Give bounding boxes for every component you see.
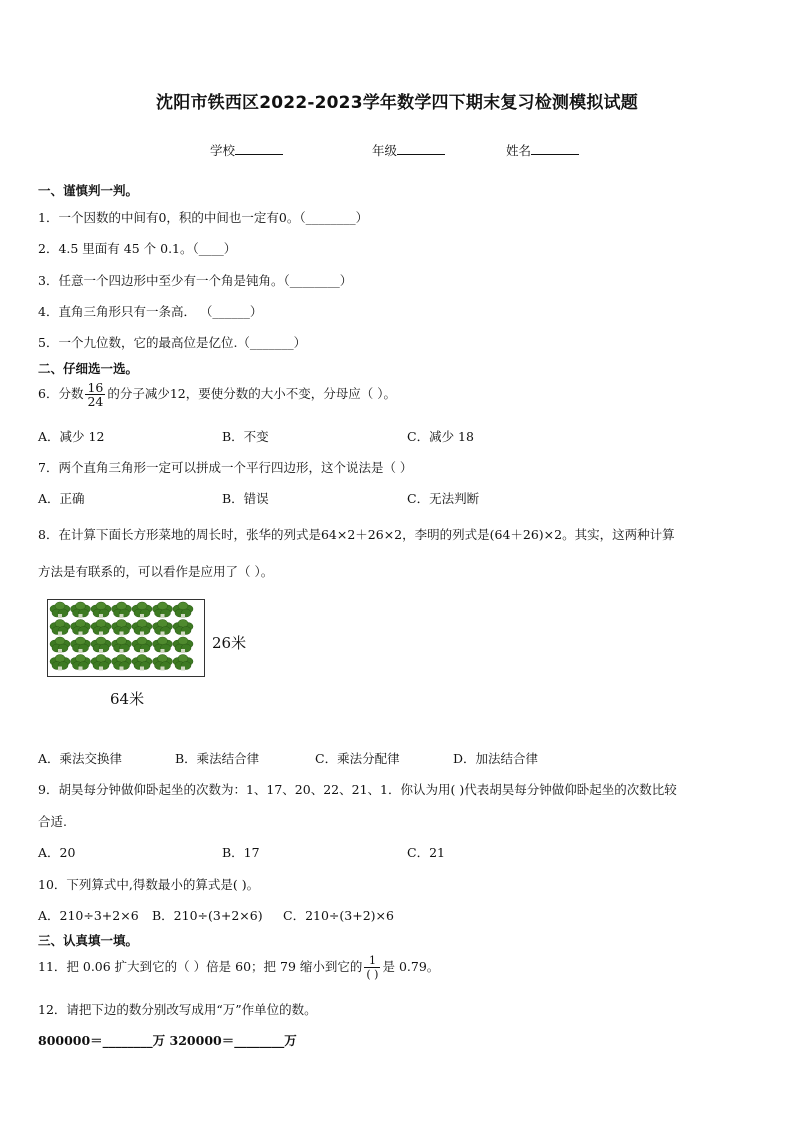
question-11-prefix: 11．把 0.06 扩大到它的（ ）倍是 60；把 79 缩小到它的 [38,959,363,974]
cabbage-plant [50,602,70,618]
cabbage-plant [173,655,193,671]
grade-blank[interactable] [397,142,445,155]
q10-option-a[interactable]: A．210÷3+2×6 [38,908,139,923]
q6-option-a[interactable]: A．减少 12 [38,429,105,444]
page-title: 沈阳市铁西区2022-2023学年数学四下期末复习检测模拟试题 [156,93,638,113]
section-heading-2: 二、仔细选一选。 [38,361,139,376]
cabbage-plant [112,602,132,618]
grade-field [372,141,445,159]
fraction-numerator: 1 [364,954,380,968]
q8-option-b[interactable]: B．乘法结合律 [175,751,260,766]
cabbage-plant [50,655,70,671]
q6-option-b[interactable]: B．不变 [222,429,269,444]
cabbage-plant [71,655,91,671]
cabbage-plant [71,620,91,636]
cabbage-plant [153,602,173,618]
name-blank[interactable] [531,142,579,155]
question-1: 1．一个因数的中间有0，积的中间也一定有0。（________） [38,210,369,225]
q10-option-b[interactable]: B．210÷(3+2×6) [152,908,263,923]
question-9-line-1: 9．胡昊每分钟做仰卧起坐的次数为：1、17、20、22、21、1．你认为用( )代表胡昊每分钟做仰卧起坐的次数比较 [38,782,677,797]
q10-option-c[interactable]: C．210÷(3+2)×6 [283,908,394,923]
cabbage-plant [112,637,132,653]
question-7: 7．两个直角三角形一定可以拼成一个平行四边形，这个说法是（ ） [38,460,413,475]
q8-option-a[interactable]: A．乘法交换律 [38,751,123,766]
cabbage-plant [132,655,152,671]
question-9-line-2: 合适. [38,814,67,829]
cabbage-plant [71,602,91,618]
q8-option-c[interactable]: C．乘法分配律 [315,751,400,766]
cabbage-plant [91,620,111,636]
cabbage-plant [91,655,111,671]
fraction-denominator-blank[interactable]: ( ) [366,968,379,981]
cabbage-plant [132,620,152,636]
cabbage-plant [153,620,173,636]
school-label: 学校 [210,143,236,158]
fraction-denominator: 24 [87,394,104,409]
name-label: 姓名 [506,143,532,158]
vegetable-rows-graphic [48,600,203,675]
cabbage-plant [173,637,193,653]
cabbage-plant [91,637,111,653]
question-3: 3．任意一个四边形中至少有一个角是钝角。（________） [38,273,353,288]
q7-option-c[interactable]: C．无法判断 [407,491,480,506]
question-12: 12．请把下边的数分别改写成用“万”作单位的数。 [38,1002,317,1017]
width-label: 26米 [212,634,247,652]
q7-option-b[interactable]: B．错误 [222,491,269,506]
cabbage-plant [132,602,152,618]
question-11-suffix: 是 0.79。 [382,959,440,974]
school-blank[interactable] [235,142,283,155]
question-2: 2．4.5 里面有 45 个 0.1。（____） [38,241,237,256]
q9-option-c[interactable]: C．21 [407,845,445,860]
cabbage-plant [132,637,152,653]
question-6-prefix: 6．分数 [38,386,84,401]
q7-option-a[interactable]: A．正确 [38,491,85,506]
question-8-line-2: 方法是有联系的，可以看作是应用了（ ）。 [38,564,274,579]
question-10: 10．下列算式中,得数最小的算式是( )。 [38,877,260,892]
cabbage-plant [173,602,193,618]
length-label: 64米 [110,690,145,708]
question-6 [38,381,396,408]
cabbage-plant [173,620,193,636]
cabbage-plant [71,637,91,653]
name-field [506,141,579,159]
cabbage-plant [112,655,132,671]
fraction-1-blank [364,954,380,981]
cabbage-plant [50,620,70,636]
question-12-answer-line: 800000＝________万 320000＝________万 [38,1033,297,1048]
cabbage-plant [153,655,173,671]
grade-label: 年级 [372,143,398,158]
question-8-line-1: 8．在计算下面长方形菜地的周长时，张华的列式是64×2＋26×2，李明的列式是(64＋26)×2。其实，这两种计算 [38,527,675,542]
cabbage-plant [153,637,173,653]
q8-option-d[interactable]: D．加法结合律 [453,751,539,766]
q6-option-c[interactable]: C．减少 18 [407,429,474,444]
cabbage-plant [50,637,70,653]
section-heading-3: 三、认真填一填。 [38,933,139,948]
q9-option-b[interactable]: B．17 [222,845,260,860]
question-5: 5．一个九位数，它的最高位是亿位.（_______） [38,335,307,350]
question-11 [38,954,439,981]
question-6-suffix: 的分子减少12，要使分数的大小不变，分母应（ ）。 [107,386,396,401]
cabbage-plant [91,602,111,618]
q9-option-a[interactable]: A．20 [38,845,76,860]
cabbage-plant [112,620,132,636]
fraction-16-24 [85,381,105,408]
school-field [210,141,283,159]
vegetable-field-image [47,599,205,677]
fraction-numerator: 16 [87,380,104,395]
section-heading-1: 一、谨慎判一判。 [38,183,139,198]
question-4: 4．直角三角形只有一条高． （______） [38,304,263,319]
